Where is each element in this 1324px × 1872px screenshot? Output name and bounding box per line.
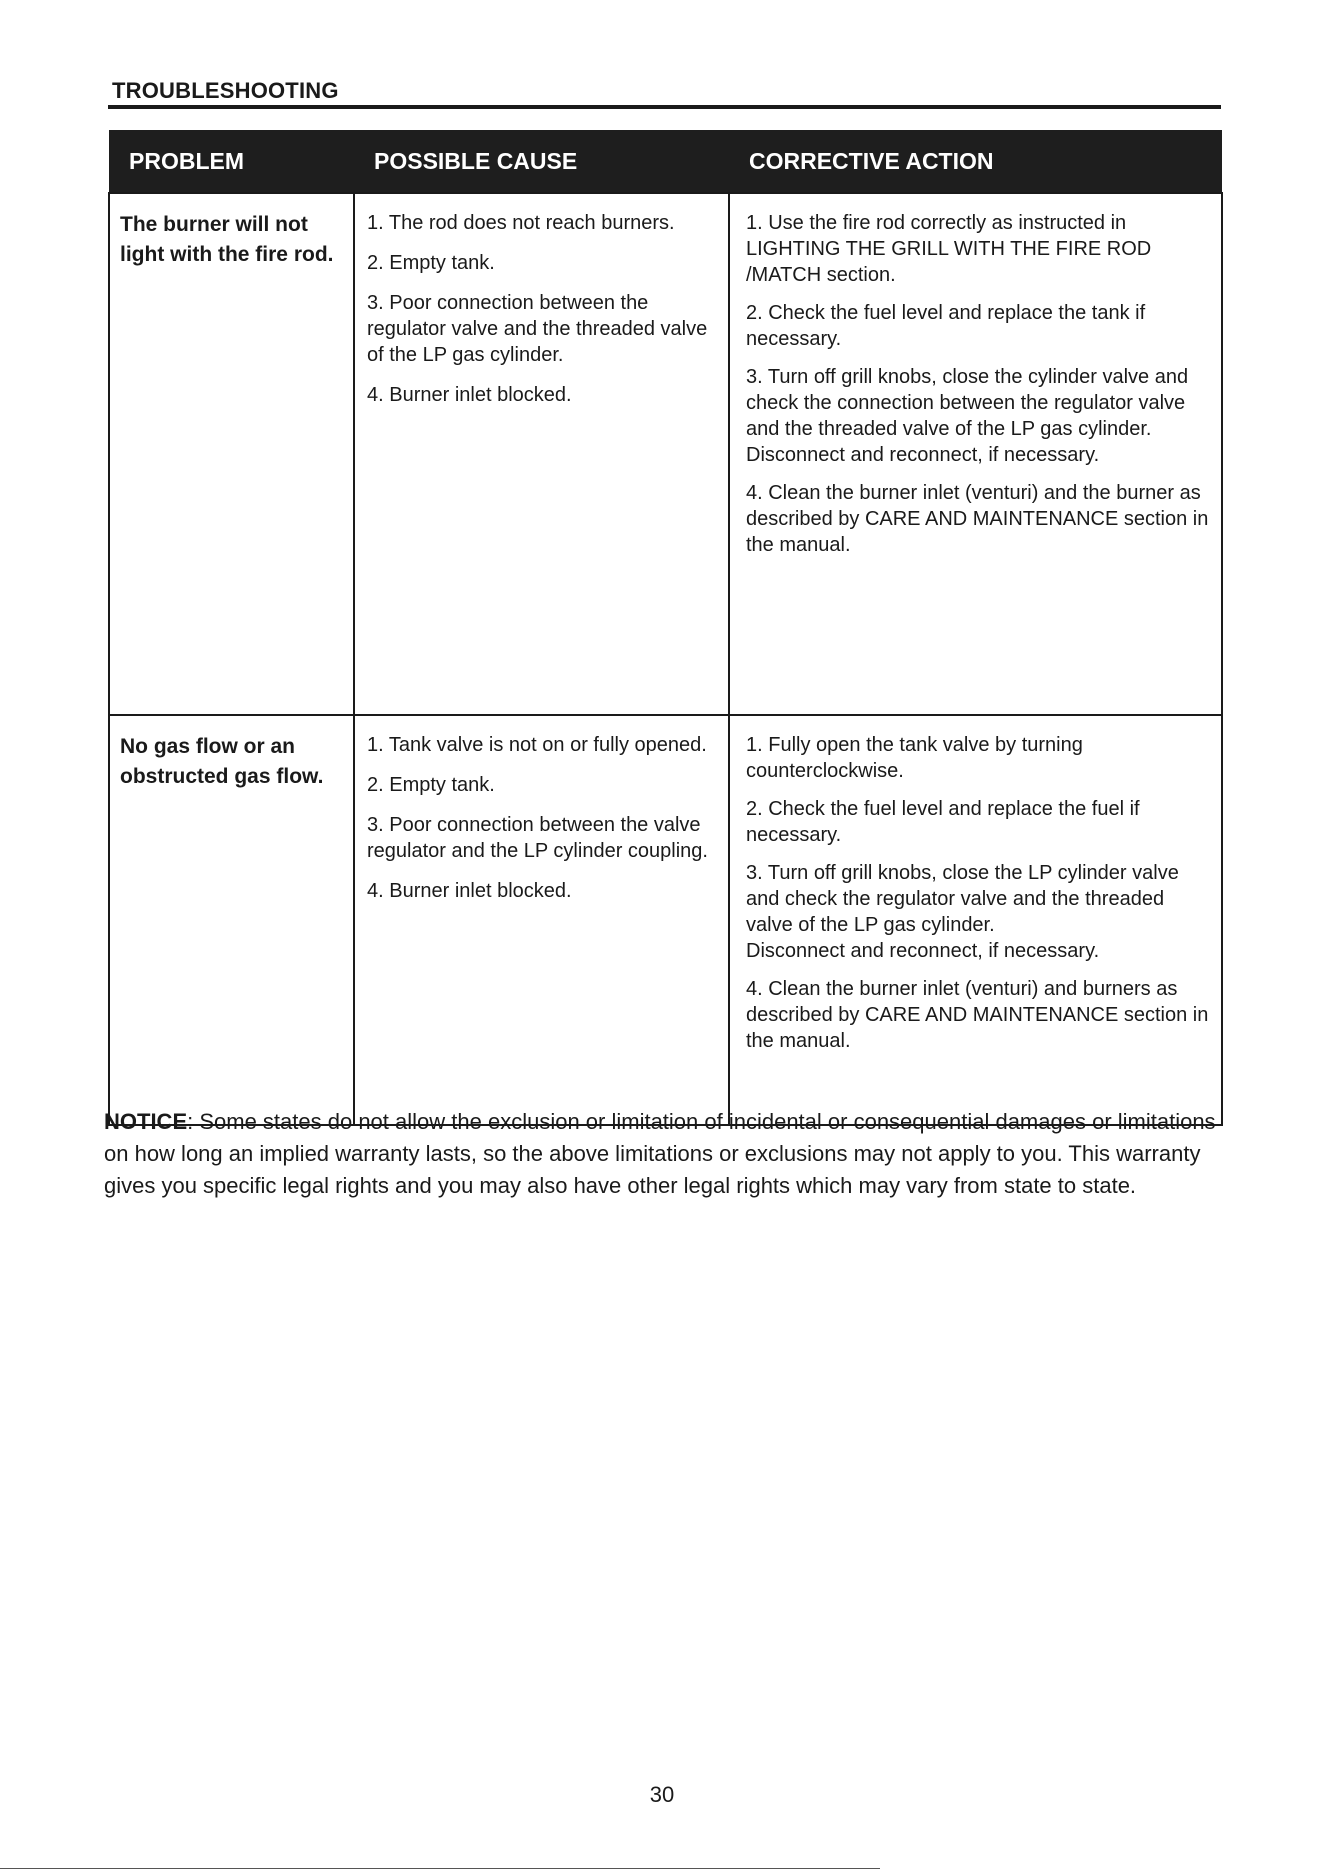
cause-item: 4. Burner inlet blocked. [367,880,572,902]
cause-item: 3. Poor connection between the valve regulator and the LP cylinder coupling. [367,814,708,862]
section-title: TROUBLESHOOTING [112,78,339,103]
title-rule [108,105,1221,109]
action-item: 2. Check the fuel level and replace the fuel if necessary. [746,798,1140,846]
cause-item: 2. Empty tank. [367,774,495,796]
cause-item: 2. Empty tank. [367,252,495,274]
action-item: 3. Turn off grill knobs, close the LP cylinder valve and check the regulator valve and the threaded valve of the LP gas cylinder. Disconnect and reconnect, if necessary. [746,862,1179,962]
cause-item: 4. Burner inlet blocked. [367,384,572,406]
problem-text: The burner will not light with the fire rod. [120,213,334,266]
cause-item: 1. Tank valve is not on or fully opened. [367,734,707,756]
header-problem: PROBLEM [109,130,354,193]
action-cell [729,193,1222,715]
cause-cell [354,715,729,1125]
action-item: 1. Use the fire rod correctly as instructed in LIGHTING THE GRILL WITH THE FIRE ROD /MATCH section. [746,212,1152,286]
action-item: 4. Clean the burner inlet (venturi) and the burner as described by CARE AND MAINTENANCE section in the manual. [746,482,1209,556]
bottom-rule [0,1868,880,1869]
problem-cell [109,715,354,1125]
problem-cell [109,193,354,715]
notice-paragraph [104,1106,1224,1202]
action-item: 3. Turn off grill knobs, close the cylinder valve and check the connection between the regulator valve and the threaded valve of the LP gas cylinder. Disconnect and reconnect, if necessary. [746,366,1189,466]
cause-cell [354,193,729,715]
page-number: 30 [649,1782,675,1807]
header-corrective-action: CORRECTIVE ACTION [729,130,1222,193]
table-header-row [109,130,1222,193]
header-possible-cause: POSSIBLE CAUSE [354,130,729,193]
cause-item: 1. The rod does not reach burners. [367,212,675,234]
action-item: 4. Clean the burner inlet (venturi) and burners as described by CARE AND MAINTENANCE section in the manual. [746,978,1209,1052]
notice-text: : Some states do not allow the exclusion or limitation of incidental or consequential damages or limitations on how long an implied warranty lasts, so the above limitations or exclusions may not apply to you. This warranty gives you specific legal rights and you may also have other legal rights which may vary from state to state. [104,1109,1216,1198]
cause-item: 3. Poor connection between the regulator valve and the threaded valve of the LP gas cylinder. [367,292,708,366]
table-row [109,193,1222,715]
problem-text: No gas flow or an obstructed gas flow. [120,735,324,788]
action-item: 1. Fully open the tank valve by turning counterclockwise. [746,734,1083,782]
notice-label: NOTICE [104,1109,188,1134]
action-item: 2. Check the fuel level and replace the tank if necessary. [746,302,1146,350]
troubleshooting-table [108,130,1223,1126]
action-cell [729,715,1222,1125]
table-row [109,715,1222,1125]
